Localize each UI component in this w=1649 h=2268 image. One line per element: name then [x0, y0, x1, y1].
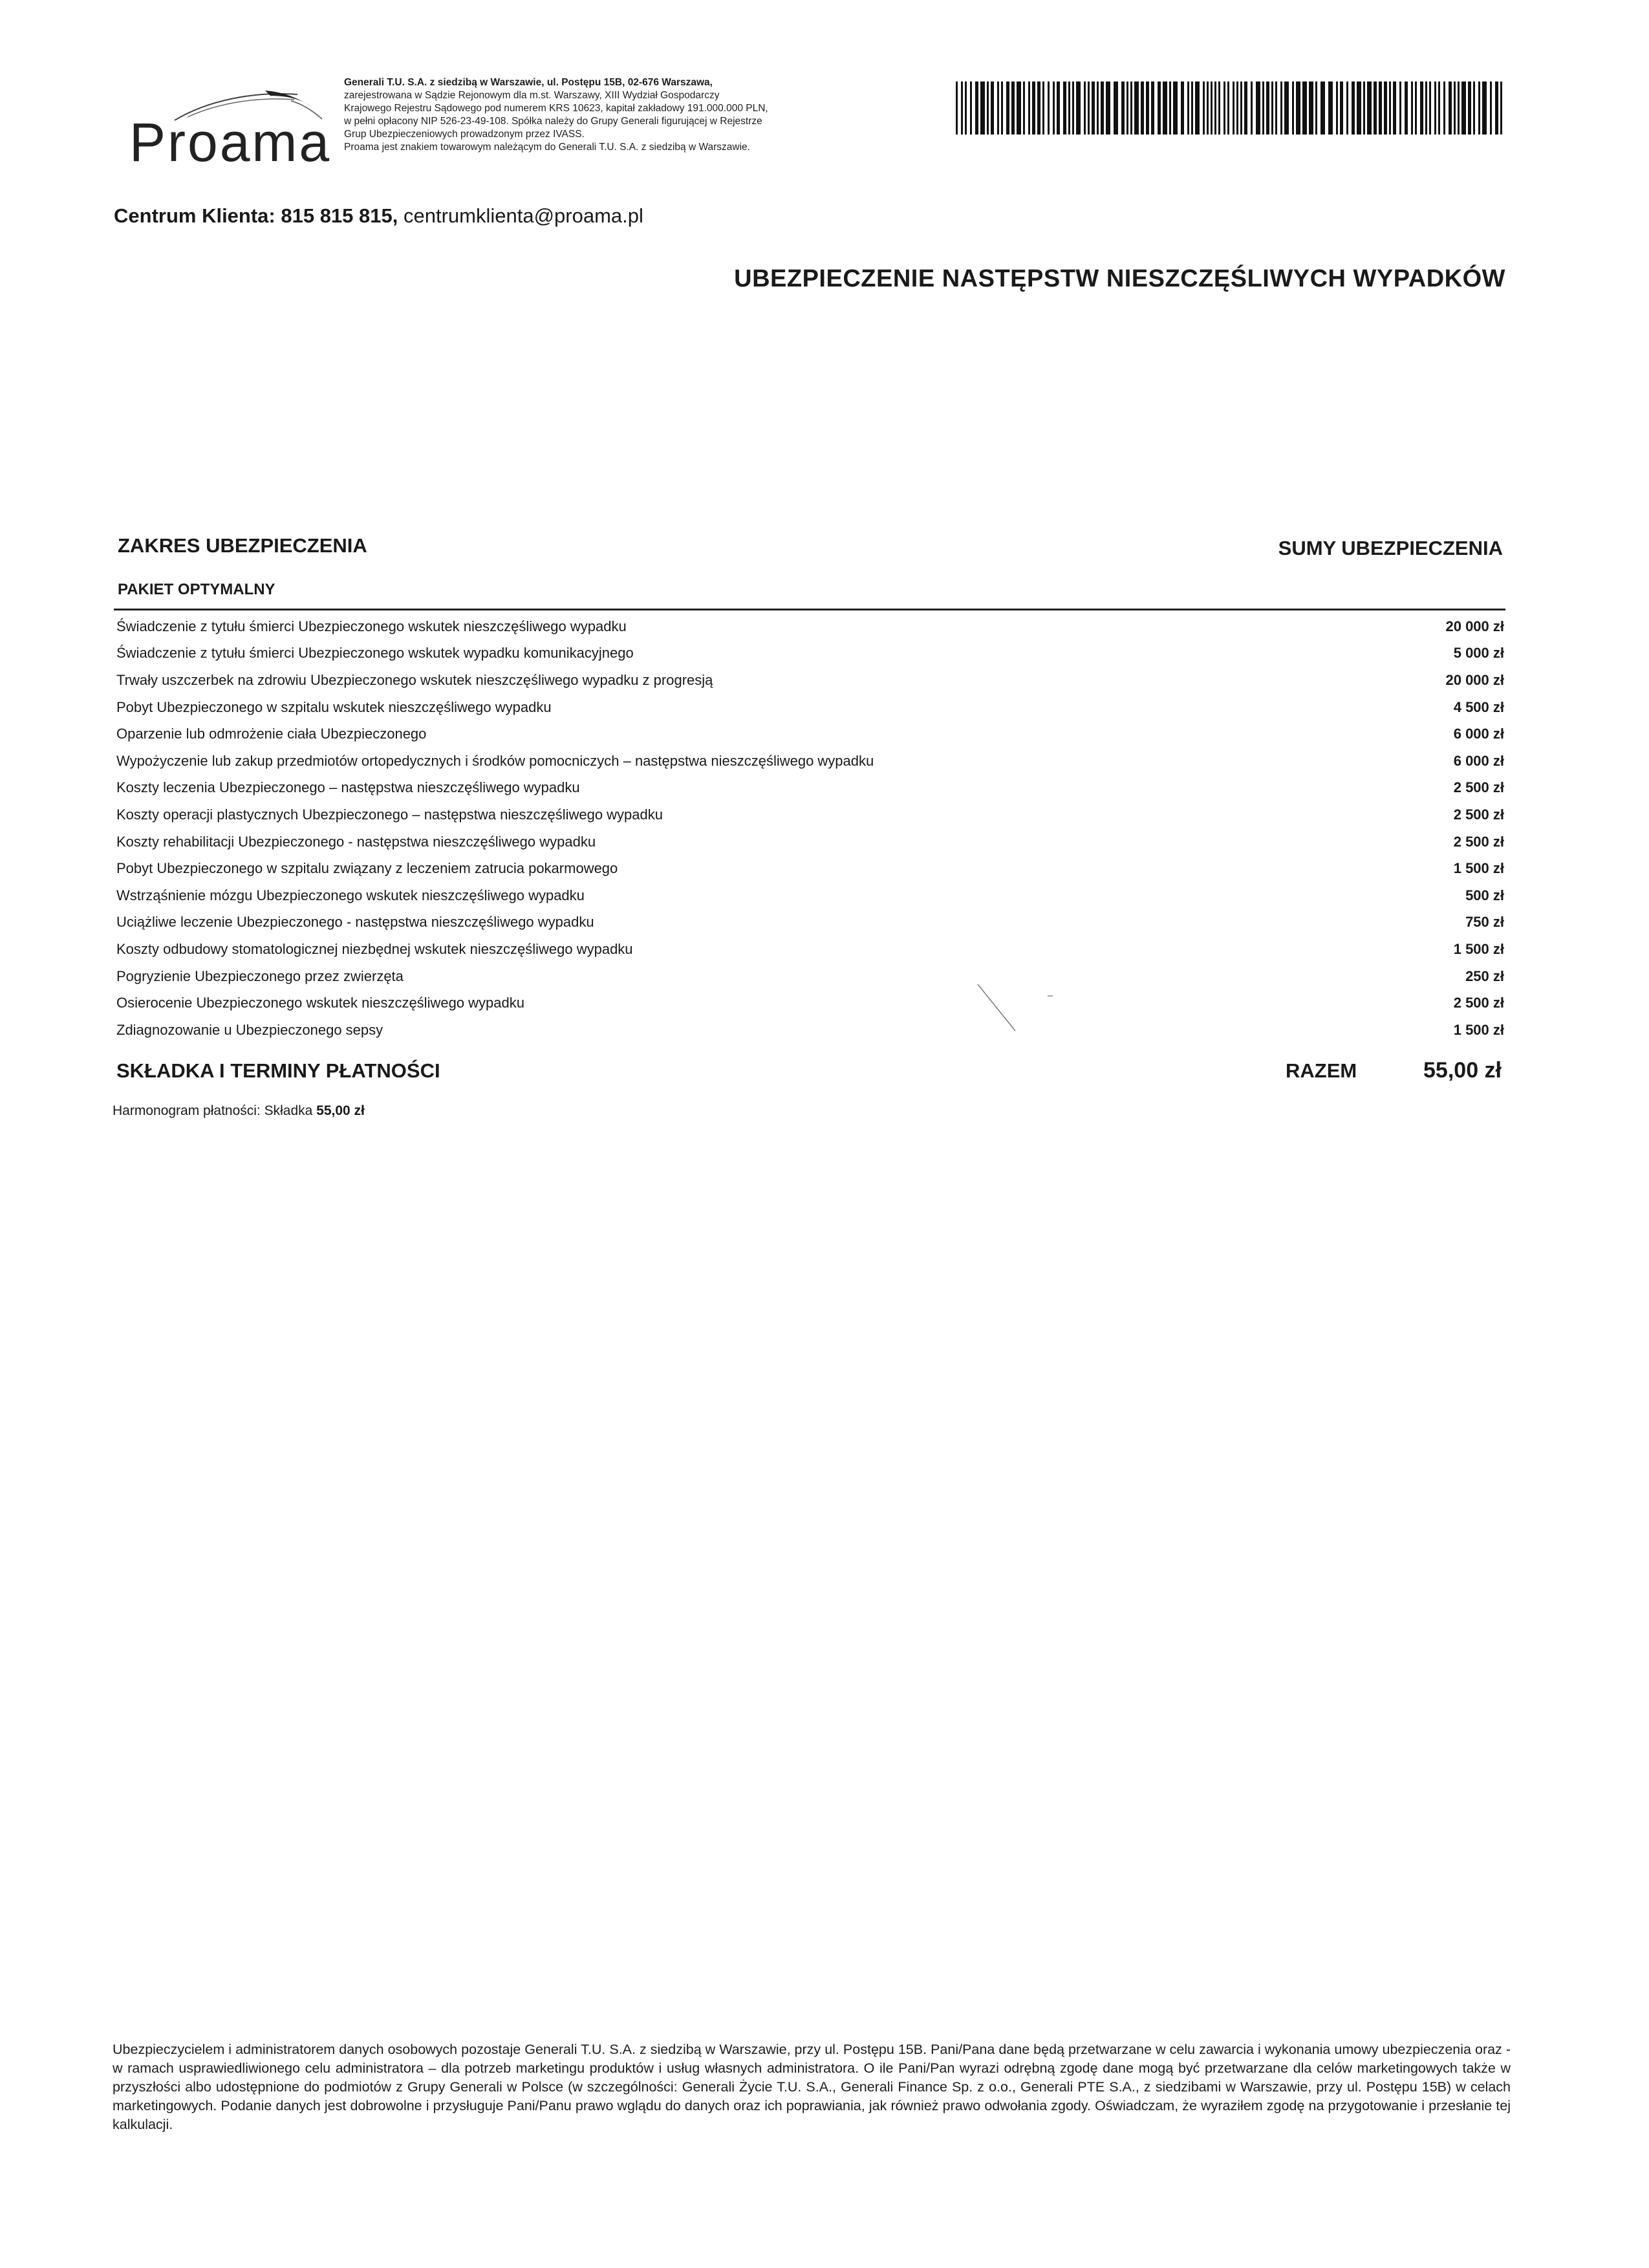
coverage-row	[116, 963, 1504, 990]
barcode-bar	[1379, 81, 1382, 135]
proama-logo	[129, 76, 336, 173]
barcode-bar	[1068, 81, 1070, 135]
coverage-list	[116, 613, 1504, 1044]
barcode-bar	[1146, 81, 1149, 135]
barcode-bar	[1163, 81, 1167, 135]
coverage-amount: 750 zł	[1465, 914, 1504, 931]
coverage-amount: 2 500 zł	[1453, 833, 1504, 850]
company-info-line: Grup Ubezpieczeniowych prowadzonym przez IVASS.	[344, 129, 585, 140]
coverage-row	[116, 828, 1504, 856]
coverage-row	[116, 855, 1504, 882]
company-info-line: zarejestrowana w Sądzie Rejonowym dla m.st. Warszawy, XIII Wydział Gospodarczy	[344, 90, 720, 101]
barcode-bar	[1405, 81, 1408, 135]
barcode-bar	[1057, 81, 1060, 135]
barcode-bar	[1399, 81, 1401, 135]
barcode-bar	[965, 81, 967, 135]
barcode-bar	[997, 81, 999, 135]
barcode-bar	[1072, 81, 1074, 135]
barcode-bar	[1284, 81, 1289, 135]
gdpr-footer	[113, 2040, 1511, 2134]
coverage-amount: 2 500 zł	[1453, 806, 1504, 823]
barcode-bar	[1458, 81, 1460, 135]
barcode-bar	[1211, 81, 1212, 135]
coverage-name: Pobyt Ubezpieczonego w szpitalu wskutek nieszczęśliwego wypadku	[116, 698, 552, 715]
divider	[114, 609, 1505, 610]
barcode-bar	[1473, 81, 1475, 135]
barcode-bar	[1169, 81, 1171, 135]
barcode-bar	[1429, 81, 1431, 135]
barcode-bar	[1151, 81, 1154, 135]
coverage-amount: 1 500 zł	[1453, 1021, 1504, 1038]
barcode-bar	[1266, 81, 1269, 135]
barcode-bar	[961, 81, 963, 135]
customer-center-contact	[114, 203, 643, 229]
contact-email[interactable]: centrumklienta@proama.pl	[403, 204, 643, 227]
barcode-bar	[1207, 81, 1209, 135]
coverage-amount: 20 000 zł	[1445, 671, 1504, 688]
company-info-line: Krajowego Rejestru Sądowego pod numerem KRS 10623, kapitał zakładowy 191.000.000 PLN,	[344, 103, 768, 114]
schedule-amount: 55,00 zł	[316, 1103, 365, 1118]
coverage-name: Świadczenie z tytułu śmierci Ubezpieczonego wskutek wypadku komunikacyjnego	[116, 645, 634, 662]
barcode-bar	[1363, 81, 1365, 135]
barcode-bar	[1292, 81, 1294, 135]
barcode-bar	[1076, 81, 1081, 135]
company-info-line: Generali T.U. S.A. z siedzibą w Warszawie, ul. Postępu 15B, 02-676 Warszawa,	[344, 77, 713, 88]
barcode-bar	[975, 81, 978, 135]
barcode-bar	[1037, 81, 1040, 135]
coverage-name: Pobyt Ubezpieczonego w szpitalu związany z leczeniem zatrucia pokarmowego	[116, 860, 618, 877]
coverage-row	[116, 936, 1504, 963]
barcode-bar	[1389, 81, 1391, 135]
premium-heading: SKŁADKA I TERMINY PŁATNOŚCI	[116, 1059, 440, 1082]
barcode-bar	[1328, 81, 1333, 135]
coverage-row	[116, 694, 1504, 721]
barcode-bar	[1114, 81, 1118, 135]
barcode-bar	[1203, 81, 1205, 135]
coverage-name: Wypożyczenie lub zakup przedmiotów ortopedycznych i środków pomocniczych – następstwa nieszczęśliwego wypadku	[116, 752, 874, 769]
coverage-name: Trwały uszczerbek na zdrowiu Ubezpieczonego wskutek nieszczęśliwego wypadku z progresją	[116, 671, 713, 688]
footer-text: Ubezpieczycielem i administratorem danych osobowych pozostaje Generali T.U. S.A. z siedzibą w Warszawie, przy ul. Postępu 15B. Pani/Pana dane będą przetwarzane w celu zawarcia i wykonania umowy ubezpieczenia oraz - w ramach usprawiedliwionego celu administratora – dla potrzeb marketingu produktów i usług własnych administratora. O ile Pani/Pan wyrazi odrębną zgodę dane mogą być przetwarzane dla celów marketingowych także w przyszłości albo udostępnione do podmiotów z Grupy Generali w Polsce (w szczególności: Generali Życie T.U. S.A., Generali Finance Sp. z o.o., Generali PTE S.A., z siedzibami w Warszawie, przy ul. Postępu 15B) w celach marketingowych. Podanie danych jest dobrowolne i przysługuje Pani/Panu prawo wglądu do danych oraz ich poprawiania, jak również prawo odwołania zgody. Oświadczam, że wyraziłem zgodę na przygotowanie i przesłanie tej kalkulacji.	[113, 2042, 1511, 2132]
company-info	[344, 76, 881, 154]
barcode-bar	[1495, 81, 1498, 135]
coverage-amount: 500 zł	[1465, 887, 1504, 903]
barcode-bar	[1053, 81, 1055, 135]
coverage-amount: 4 500 zł	[1453, 698, 1504, 715]
barcode-bar	[987, 81, 989, 135]
scope-heading: ZAKRES UBEZPIECZENIA	[118, 534, 367, 557]
barcode-bar	[1478, 81, 1480, 135]
company-info-line: w pełni opłacony NIP 526-23-49-108. Spółka należy do Grupy Generali figurującej w Rejestrze	[344, 116, 762, 127]
schedule-label: Harmonogram płatności: Składka	[113, 1103, 313, 1118]
barcode-bar	[1461, 81, 1466, 135]
scan-mark	[976, 983, 1054, 1035]
coverage-amount: 1 500 zł	[1453, 940, 1504, 957]
barcode-bar	[1482, 81, 1487, 135]
barcode-bar	[1275, 81, 1277, 135]
coverage-name: Koszty rehabilitacji Ubezpieczonego - następstwa nieszczęśliwego wypadku	[116, 833, 596, 850]
coverage-row	[116, 613, 1504, 640]
total-label: RAZEM	[1286, 1059, 1357, 1082]
barcode-bar	[1490, 81, 1492, 135]
barcode-bar	[1097, 81, 1099, 135]
coverage-name: Pogryzienie Ubezpieczonego przez zwierzęta	[116, 967, 404, 984]
barcode-bar	[991, 81, 994, 135]
barcode-bar	[1415, 81, 1417, 135]
coverage-name: Osierocenie Ubezpieczonego wskutek nieszczęśliwego wypadku	[116, 995, 524, 1011]
barcode-bar	[1101, 81, 1104, 135]
barcode-bar	[1195, 81, 1200, 135]
barcode-bar	[1121, 81, 1125, 135]
coverage-name: Wstrząśnienie mózgu Ubezpieczonego wskutek nieszczęśliwego wypadku	[116, 887, 585, 903]
barcode-bar	[1227, 81, 1229, 135]
coverage-amount: 2 500 zł	[1453, 779, 1504, 796]
coverage-row	[116, 640, 1504, 667]
barcode-bar	[1256, 81, 1260, 135]
coverage-row	[116, 801, 1504, 828]
coverage-row	[116, 748, 1504, 775]
barcode-bar	[1106, 81, 1110, 135]
coverage-row	[116, 989, 1504, 1017]
barcode-bar	[1315, 81, 1317, 135]
barcode-bar	[1191, 81, 1193, 135]
barcode-bar	[1420, 81, 1423, 135]
sums-heading: SUMY UBEZPIECZENIA	[1278, 537, 1503, 559]
barcode-bar	[1500, 81, 1502, 135]
coverage-name: Świadczenie z tytułu śmierci Ubezpieczonego wskutek nieszczęśliwego wypadku	[116, 618, 627, 634]
barcode-bar	[1384, 81, 1387, 135]
barcode-bar	[1302, 81, 1307, 135]
logo-wordmark: Proama	[129, 112, 332, 173]
barcode-bar	[1028, 81, 1030, 135]
barcode-bar	[1340, 81, 1343, 135]
coverage-name: Koszty operacji plastycznych Ubezpieczonego – następstwa nieszczęśliwego wypadku	[116, 806, 663, 823]
barcode-bar	[1042, 81, 1044, 135]
barcode	[956, 81, 1507, 135]
barcode-bar	[1244, 81, 1247, 135]
barcode-graphic	[956, 81, 1507, 135]
coverage-name: Zdiagnozowanie u Ubezpieczonego sepsy	[116, 1021, 383, 1038]
barcode-bar	[1346, 81, 1348, 135]
barcode-bar	[1130, 81, 1132, 135]
barcode-bar	[1411, 81, 1413, 135]
coverage-name: Koszty leczenia Ubezpieczonego – następstwa nieszczęśliwego wypadku	[116, 779, 580, 796]
barcode-bar	[1214, 81, 1216, 135]
coverage-amount: 6 000 zł	[1453, 752, 1504, 769]
barcode-bar	[1296, 81, 1300, 135]
barcode-bar	[1141, 81, 1144, 135]
coverage-name: Koszty odbudowy stomatologicznej niezbędnej wskutek nieszczęśliwego wypadku	[116, 940, 633, 957]
barcode-bar	[1223, 81, 1225, 135]
barcode-bar	[1367, 81, 1372, 135]
barcode-bar	[1084, 81, 1086, 135]
coverage-name: Uciążliwe leczenie Ubezpieczonego - następstwa nieszczęśliwego wypadku	[116, 914, 594, 931]
coverage-row	[116, 720, 1504, 748]
barcode-bar	[1468, 81, 1471, 135]
barcode-bar	[970, 81, 972, 135]
coverage-amount: 20 000 zł	[1445, 618, 1504, 634]
barcode-bar	[1126, 81, 1128, 135]
barcode-bar	[1320, 81, 1325, 135]
payment-schedule	[113, 1103, 365, 1119]
barcode-bar	[1006, 81, 1009, 135]
barcode-bar	[1048, 81, 1050, 135]
barcode-bar	[1032, 81, 1035, 135]
barcode-bar	[1173, 81, 1178, 135]
coverage-amount: 6 000 zł	[1453, 726, 1504, 742]
package-name: PAKIET OPTYMALNY	[118, 581, 275, 598]
total-value: 55,00 zł	[1423, 1058, 1502, 1083]
barcode-bar	[1434, 81, 1436, 135]
barcode-bar	[1309, 81, 1313, 135]
coverage-row	[116, 667, 1504, 694]
coverage-row	[116, 909, 1504, 936]
coverage-row	[116, 775, 1504, 802]
barcode-bar	[1240, 81, 1242, 135]
barcode-bar	[1374, 81, 1377, 135]
barcode-bar	[1449, 81, 1452, 135]
barcode-bar	[1187, 81, 1189, 135]
barcode-bar	[1425, 81, 1427, 135]
document-title: UBEZPIECZENIE NASTĘPSTW NIESZCZĘŚLIWYCH WYPADKÓW	[734, 265, 1505, 292]
barcode-bar	[980, 81, 985, 135]
barcode-bar	[956, 81, 958, 135]
barcode-bar	[1088, 81, 1090, 135]
coverage-row	[116, 1017, 1504, 1044]
coverage-amount: 250 zł	[1465, 967, 1504, 984]
barcode-bar	[1233, 81, 1234, 135]
barcode-bar	[1023, 81, 1025, 135]
barcode-bar	[1262, 81, 1264, 135]
company-info-line: Proama jest znakiem towarowym należącym do Generali T.U. S.A. z siedzibą w Warszawie.	[344, 142, 750, 153]
barcode-bar	[1280, 81, 1282, 135]
barcode-bar	[1357, 81, 1361, 135]
barcode-bar	[1218, 81, 1220, 135]
barcode-bar	[1134, 81, 1139, 135]
barcode-bar	[1393, 81, 1396, 135]
barcode-bar	[1011, 81, 1015, 135]
barcode-bar	[1443, 81, 1445, 135]
coverage-name: Oparzenie lub odmrożenie ciała Ubezpieczonego	[116, 726, 427, 742]
barcode-bar	[1092, 81, 1095, 135]
coverage-amount: 1 500 zł	[1453, 860, 1504, 877]
barcode-bar	[1352, 81, 1355, 135]
barcode-bar	[1454, 81, 1456, 135]
barcode-bar	[1063, 81, 1066, 135]
barcode-bar	[1271, 81, 1273, 135]
barcode-bar	[1336, 81, 1338, 135]
barcode-bar	[1158, 81, 1161, 135]
barcode-bar	[1251, 81, 1253, 135]
barcode-bar	[1438, 81, 1440, 135]
barcode-bar	[1181, 81, 1184, 135]
barcode-bar	[1017, 81, 1021, 135]
coverage-amount: 2 500 zł	[1453, 995, 1504, 1011]
coverage-row	[116, 882, 1504, 909]
contact-phone: Centrum Klienta: 815 815 815,	[114, 204, 398, 227]
barcode-bar	[1236, 81, 1238, 135]
barcode-bar	[1001, 81, 1003, 135]
coverage-amount: 5 000 zł	[1453, 645, 1504, 662]
